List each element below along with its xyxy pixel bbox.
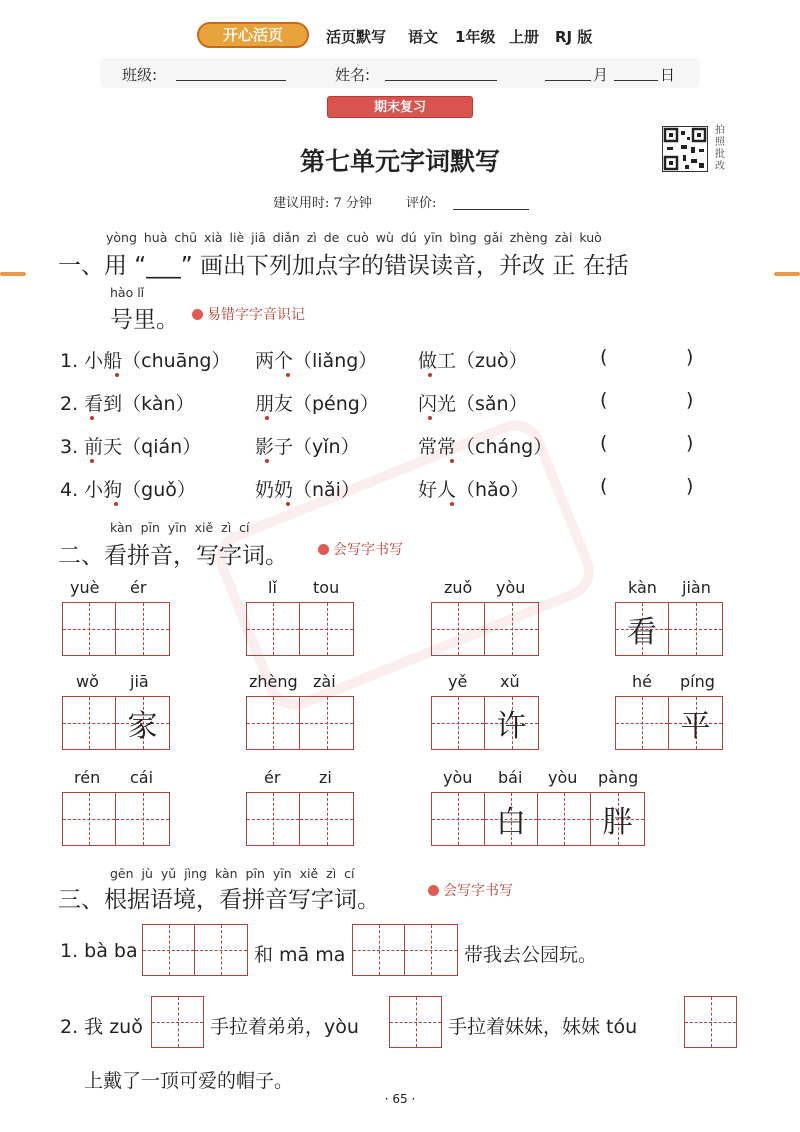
month-label: 月 bbox=[593, 66, 609, 84]
emphasis-dot bbox=[265, 416, 269, 420]
writing-grid-yexu[interactable]: 许 bbox=[431, 696, 539, 750]
writing-grid-erzi[interactable] bbox=[246, 792, 354, 846]
writing-grid-kanjian[interactable]: 看 bbox=[615, 602, 723, 656]
writing-grid-baba[interactable] bbox=[142, 924, 248, 976]
edition: RJ 版 bbox=[555, 28, 593, 46]
emphasis-dot bbox=[265, 459, 269, 463]
s1-row-1-c: 做工（zuò） bbox=[418, 350, 528, 372]
section2-pinyin: kàn pīn yīn xiě zì cí bbox=[110, 520, 250, 535]
emphasis-dot bbox=[114, 502, 118, 506]
s1-row-4-open: ( bbox=[600, 475, 608, 497]
grid-pinyin: yuè bbox=[70, 578, 100, 597]
s1-row-2-open: ( bbox=[600, 389, 608, 411]
grid-pinyin: yòu bbox=[548, 768, 578, 787]
s1-row-1-open: ( bbox=[600, 346, 608, 368]
grid-pinyin: rén bbox=[74, 768, 101, 787]
badge-icon bbox=[318, 544, 329, 555]
s1-row-1-a: 1. 小船（chuāng） bbox=[60, 350, 231, 372]
emphasis-dot bbox=[450, 502, 454, 506]
section3-badge: 会写字书写 bbox=[428, 880, 513, 900]
q2-part-c: 手拉着妹妹，妹妹 tóu bbox=[448, 1016, 638, 1038]
section2-badge: 会写字书写 bbox=[318, 539, 403, 559]
writing-grid-zuo[interactable] bbox=[151, 996, 204, 1048]
day-field[interactable] bbox=[614, 80, 658, 81]
s1-row-4-close: ) bbox=[686, 475, 694, 497]
s1-row-3-a: 3. 前天（qián） bbox=[60, 436, 202, 458]
grid-pinyin: yòu bbox=[443, 768, 473, 787]
s1-row-1-b: 两个（liǎng） bbox=[255, 350, 378, 372]
grid-pinyin: zi bbox=[319, 768, 332, 787]
page-title: 第七单元字词默写 bbox=[299, 147, 500, 176]
section1-pinyin-2: hào lǐ bbox=[110, 285, 145, 300]
qr-code-icon[interactable] bbox=[662, 126, 708, 172]
grid-pinyin: zài bbox=[313, 672, 336, 691]
name-field[interactable] bbox=[385, 80, 497, 81]
grade: 1年级 bbox=[455, 28, 496, 46]
badge-icon bbox=[428, 885, 439, 896]
grid-pinyin: yòu bbox=[496, 578, 526, 597]
section1-heading-cont: 号里。 bbox=[110, 307, 179, 333]
grid-pinyin: lǐ bbox=[268, 578, 277, 597]
emphasis-dot bbox=[115, 373, 119, 377]
scan-hint: 拍 照 批 改 bbox=[715, 125, 725, 172]
grid-pinyin: yě bbox=[448, 672, 468, 691]
section1-heading: 一、用 “___” 画出下列加点字的错误读音，并改 正 在括 bbox=[58, 253, 629, 279]
student-info-bar bbox=[100, 58, 700, 88]
section1-badge: 易错字字音识记 bbox=[192, 304, 305, 324]
s1-row-3-b: 影子（yǐn） bbox=[255, 436, 360, 458]
s1-row-3-open: ( bbox=[600, 432, 608, 454]
day-label: 日 bbox=[660, 66, 676, 84]
emphasis-dot bbox=[286, 373, 290, 377]
name-label: 姓名: bbox=[335, 66, 371, 84]
grid-pinyin: jiàn bbox=[682, 578, 711, 597]
section3-pinyin: gēn jù yǔ jìng kàn pīn yīn xiě zì cí bbox=[110, 866, 355, 881]
month-field[interactable] bbox=[545, 80, 591, 81]
margin-mark-right bbox=[774, 272, 800, 276]
q2-part-b: 手拉着弟弟，yòu bbox=[210, 1016, 359, 1038]
grid-pinyin: zuǒ bbox=[444, 578, 473, 597]
grid-pinyin: ér bbox=[130, 578, 147, 597]
emphasis-dot bbox=[90, 416, 94, 420]
s1-row-4-a: 4. 小狗（guǒ） bbox=[60, 479, 196, 501]
emphasis-dot bbox=[450, 459, 454, 463]
writing-grid-youbaiyoupang[interactable]: 白 胖 bbox=[431, 792, 645, 846]
s1-row-2-b: 朋友（péng） bbox=[255, 393, 379, 415]
brand-logo: 开心活页 bbox=[197, 22, 309, 48]
s1-row-2-c: 闪光（sǎn） bbox=[418, 393, 528, 415]
grid-pinyin: wǒ bbox=[76, 672, 99, 691]
grid-pinyin: xǔ bbox=[500, 672, 520, 691]
grid-pinyin: pàng bbox=[598, 768, 639, 787]
writing-grid-litou[interactable] bbox=[246, 602, 354, 656]
q1-part-c: 带我去公园玩。 bbox=[464, 944, 598, 966]
writing-grid-zuoyou[interactable] bbox=[431, 602, 539, 656]
class-label: 班级: bbox=[122, 66, 158, 84]
q1-part-a: 1. bà ba bbox=[60, 940, 138, 962]
badge-icon bbox=[192, 309, 203, 320]
review-tag: 期末复习 bbox=[327, 96, 473, 118]
q1-part-b: 和 mā ma bbox=[254, 944, 346, 966]
q2-part-d: 上戴了一顶可爱的帽子。 bbox=[84, 1070, 294, 1092]
writing-grid-yueer[interactable] bbox=[62, 602, 170, 656]
series-name: 活页默写 bbox=[326, 28, 387, 46]
evaluation-label: 评价: bbox=[406, 196, 437, 211]
grid-pinyin: tou bbox=[313, 578, 340, 597]
emphasis-dot bbox=[90, 459, 94, 463]
writing-grid-tou[interactable] bbox=[684, 996, 737, 1048]
grid-pinyin: ér bbox=[264, 768, 281, 787]
emphasis-dot bbox=[428, 373, 432, 377]
s1-row-1-close: ) bbox=[686, 346, 694, 368]
section3-heading: 三、根据语境，看拼音写字词。 bbox=[58, 887, 380, 913]
writing-grid-zhengzai[interactable] bbox=[246, 696, 354, 750]
grid-pinyin: jiā bbox=[130, 672, 149, 691]
writing-grid-mama[interactable] bbox=[352, 924, 458, 976]
writing-grid-rencai[interactable] bbox=[62, 792, 170, 846]
emphasis-dot bbox=[286, 502, 290, 506]
s1-row-4-b: 奶奶（nǎi） bbox=[255, 479, 360, 501]
s1-row-2-close: ) bbox=[686, 389, 694, 411]
s1-row-3-c: 常常（cháng） bbox=[418, 436, 553, 458]
writing-grid-wojia[interactable]: 家 bbox=[62, 696, 170, 750]
grid-pinyin: zhèng bbox=[249, 672, 298, 691]
suggested-time: 建议用时: 7 分钟 bbox=[273, 196, 372, 211]
grid-pinyin: kàn bbox=[628, 578, 657, 597]
section2-heading: 二、看拼音，写字词。 bbox=[58, 543, 288, 569]
s1-row-4-c: 好人（hǎo） bbox=[418, 479, 530, 501]
grid-pinyin: píng bbox=[680, 672, 715, 691]
section1-pinyin: yòng huà chū xià liè jiā diǎn zì de cuò wù dú yīn bìng gǎi zhèng zài kuò bbox=[106, 230, 602, 245]
grid-pinyin: bái bbox=[498, 768, 523, 787]
grid-pinyin: cái bbox=[130, 768, 154, 787]
evaluation-field[interactable] bbox=[453, 209, 529, 210]
term: 上册 bbox=[509, 28, 540, 46]
page-number: · 65 · bbox=[384, 1092, 416, 1106]
s1-row-3-close: ) bbox=[686, 432, 694, 454]
s1-row-2-a: 2. 看到（kàn） bbox=[60, 393, 195, 415]
class-field[interactable] bbox=[176, 80, 286, 81]
margin-mark-left bbox=[0, 272, 26, 276]
q2-part-a: 2. 我 zuǒ bbox=[60, 1016, 143, 1038]
writing-grid-you[interactable] bbox=[389, 996, 442, 1048]
emphasis-dot bbox=[428, 416, 432, 420]
writing-grid-heping[interactable]: 平 bbox=[615, 696, 723, 750]
grid-pinyin: hé bbox=[632, 672, 652, 691]
subject: 语文 bbox=[408, 28, 439, 46]
